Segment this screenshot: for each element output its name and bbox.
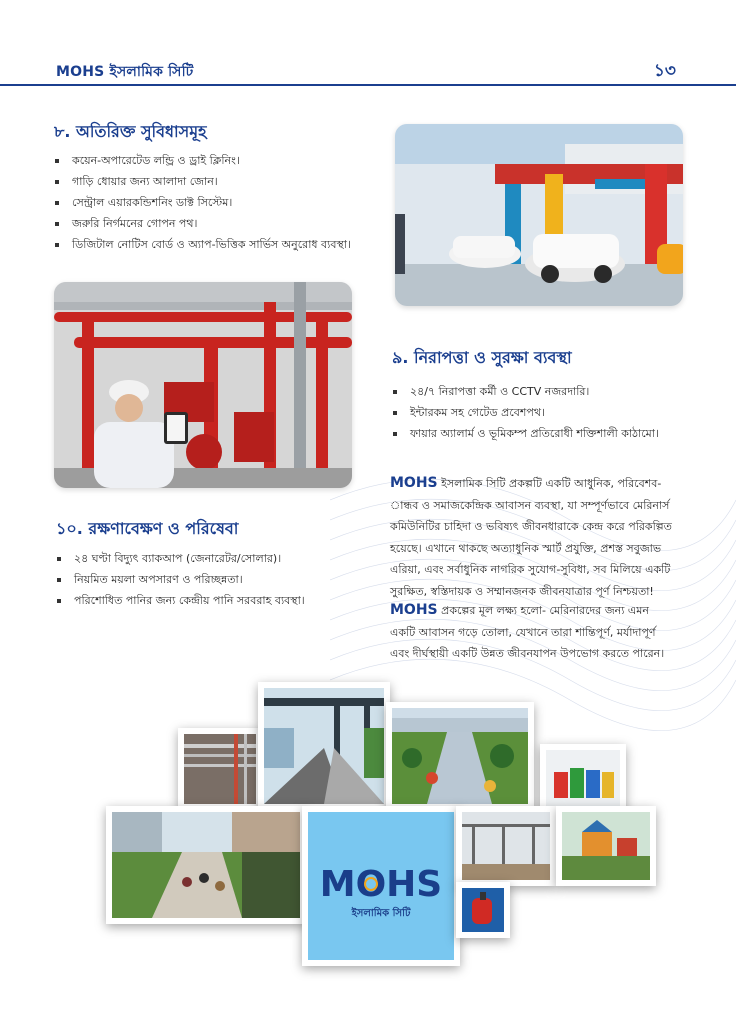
paragraph-line: এরিয়া, এবং সর্বাধুনিক নাগরিক সুযোগ-সুবিধা, সব মিলিয়ে একটি (390, 563, 671, 576)
header-divider (0, 84, 736, 86)
section-10-title: ১০. রক্ষণাবেক্ষণ ও পরিষেবা (56, 519, 239, 538)
section-10-list (56, 548, 305, 611)
paragraph-line: প্রকল্পের মূল লক্ষ্য হলো- মেরিনারদের জন্য এমন (441, 604, 649, 617)
collage-tile-street (258, 682, 390, 810)
section-9-list (392, 381, 659, 444)
list-item: সেন্ট্রাল এয়ারকন্ডিশনিং ডাক্ট সিস্টেম। (54, 192, 351, 213)
intro-paragraph (390, 473, 682, 602)
section-8-title: ৮. অতিরিক্ত সুবিধাসমূহ (54, 122, 207, 141)
page-number: ১৩ (653, 61, 676, 81)
car-wash-photo (395, 124, 683, 306)
list-item: ফায়ার অ্যালার্ম ও ভূমিকম্প প্রতিরোধী শক্তিশালী কাঠামো। (392, 423, 659, 444)
collage-tile-substation (456, 806, 556, 886)
collage-tile-conduits (178, 728, 262, 810)
collage-tile-bins (540, 744, 626, 814)
paragraph-line: হয়েছে। এখানে থাকছে অত্যাধুনিক স্মার্ট প্রযুক্তি, প্রশস্ত সবুজাভ (390, 541, 662, 555)
paragraph-line: কমিউনিটির চাহিদা ও ভবিষ্যৎ জীবনধারাকে কেন্দ্র করে পরিকল্পিত (390, 520, 672, 533)
list-item: ইন্টারকম সহ গেটেড প্রবেশপথ। (392, 402, 659, 423)
collage-tile-playground (556, 806, 656, 886)
paragraph-line: এবং দীর্ঘস্থায়ী একটি উন্নত জীবনযাপন উপভোগ করতে পারেন। (390, 647, 665, 660)
goal-paragraph (390, 600, 682, 665)
collage-tile-extinguisher (456, 882, 510, 938)
list-item: জরুরি নির্গমনের গোপন পথ। (54, 213, 351, 234)
list-item: ২৪/৭ নিরাপত্তা কর্মী ও CCTV নজরদারি। (392, 381, 659, 402)
section-8-list (54, 150, 351, 255)
paragraph-line: সুরক্ষিত, স্বস্তিদায়ক ও সম্মানজনক জীবনযাত্রার পূর্ণ নিশ্চয়তা! (390, 584, 654, 598)
paragraph-line: ইসলামিক সিটি প্রকল্পটি একটি আধুনিক, পরিবেশব- (441, 477, 662, 490)
fire-pump-room-photo (54, 282, 352, 488)
list-item: ডিজিটাল নোটিস বোর্ড ও অ্যাপ-ভিত্তিক সার্ভিস অনুরোধ ব্যবস্থা। (54, 234, 351, 255)
collage-tile-logo (302, 806, 460, 966)
paragraph-line: ান্ধব ও সমাজকেন্দ্রিক আবাসন ব্যবস্থা, যা সম্পূর্ণভাবে মেরিনার্স (390, 498, 670, 512)
list-item: কয়েন-অপারেটেড লন্ড্রি ও ড্রাই ক্লিনিং। (54, 150, 351, 171)
list-item: গাড়ি ধোয়ার জন্য আলাদা জোন। (54, 171, 351, 192)
brand-name: MOHS (390, 475, 438, 491)
logo-subtitle: ইসলামিক সিটি (351, 908, 411, 919)
logo-wordmark: MOHS (319, 864, 443, 905)
section-9-title: ৯. নিরাপত্তা ও সুরক্ষা ব্যবস্থা (392, 348, 572, 367)
list-item: পরিশোধিত পানির জন্য কেন্দ্রীয় পানি সরবরাহ ব্যবস্থা। (56, 590, 305, 611)
list-item: ২৪ ঘণ্টা বিদ্যুৎ ব্যাকআপ (জেনারেটর/সোলার)। (56, 548, 305, 569)
brand-name: MOHS (390, 602, 438, 618)
header-title: MOHS ইসলামিক সিটি (56, 64, 194, 80)
collage-tile-park (386, 702, 534, 810)
collage-tile-walkway (106, 806, 306, 924)
paragraph-line: একটি আবাসন গড়ে তোলা, যেখানে তারা শান্তিপূর্ণ, মর্যাদাপূর্ণ (390, 625, 656, 639)
list-item: নিয়মিত ময়লা অপসারণ ও পরিচ্ছন্নতা। (56, 569, 305, 590)
